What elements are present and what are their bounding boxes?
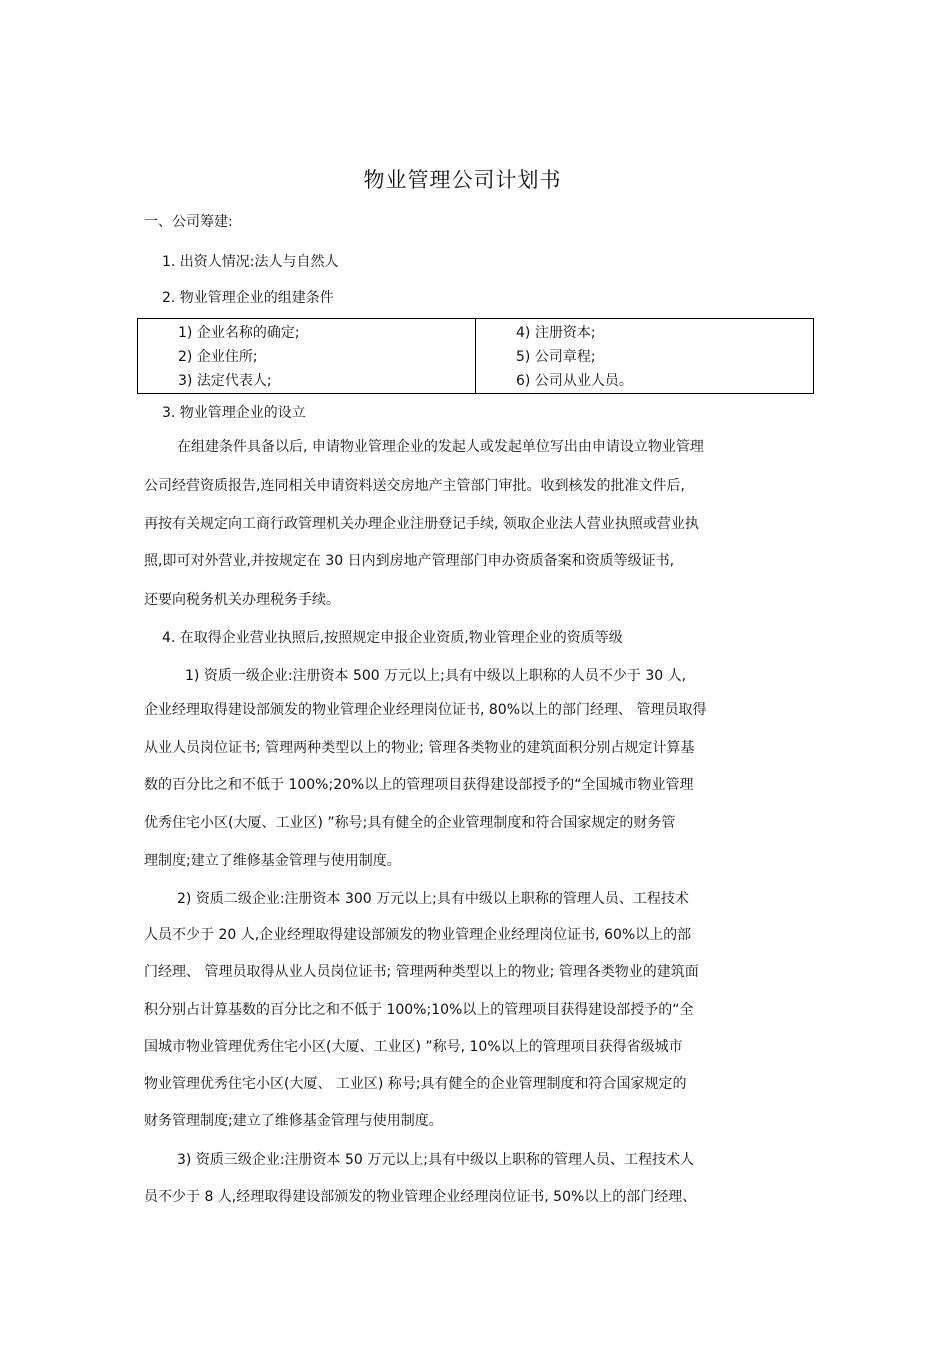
setup-line: 公司经营资质报告,连同相关申请资料送交房地产主管部门审批。收到核发的批准文件后, <box>144 478 685 494</box>
conditions-right-column <box>476 319 814 394</box>
grade-2-line: 物业管理优秀住宅小区(大厦、 工业区) 称号;具有健全的企业管理制度和符合国家规定的 <box>144 1076 687 1092</box>
condition-item: 3) 法定代表人; <box>178 373 272 389</box>
grade-1-line: 从业人员岗位证书; 管理两种类型以上的物业; 管理各类物业的建筑面积分别占规定计算基 <box>144 740 695 756</box>
grade-1-line: 数的百分比之和不低于 100%;20%以上的管理项目获得建设部授予的“全国城市物业管理 <box>144 777 694 793</box>
grade-3-line: 员不少于 8 人,经理取得建设部颁发的物业管理企业经理岗位证书, 50%以上的部门经理、 <box>144 1189 697 1205</box>
grade-2-line: 门经理、 管理员取得从业人员岗位证书; 管理两种类型以上的物业; 管理各类物业的建筑面 <box>144 964 699 980</box>
item-2-conditions-heading: 2. 物业管理企业的组建条件 <box>162 290 334 306</box>
conditions-left-column <box>138 319 476 394</box>
item-4-qualification-heading: 4. 在取得企业营业执照后,按照规定申报企业资质,物业管理企业的资质等级 <box>162 630 623 646</box>
grade-3-line: 3) 资质三级企业:注册资本 50 万元以上;具有中级以上职称的管理人员、工程技术人 <box>177 1152 694 1168</box>
page-title: 物业管理公司计划书 <box>363 168 562 192</box>
grade-1-line: 理制度;建立了维修基金管理与使用制度。 <box>144 853 401 869</box>
setup-line: 在组建条件具备以后, 申请物业管理企业的发起人或发起单位写出由申请设立物业管理 <box>177 439 704 455</box>
condition-item: 4) 注册资本; <box>516 325 596 341</box>
setup-line: 还要向税务机关办理税务手续。 <box>144 592 340 608</box>
condition-item: 6) 公司从业人员。 <box>516 373 633 389</box>
condition-item: 1) 企业名称的确定; <box>178 325 300 341</box>
grade-1-line: 企业经理取得建设部颁发的物业管理企业经理岗位证书, 80%以上的部门经理、 管理员取得 <box>144 702 707 718</box>
grade-2-line: 积分别占计算基数的百分比之和不低于 100%;10%以上的管理项目获得建设部授予的“全 <box>144 1002 694 1018</box>
grade-2-line: 国城市物业管理优秀住宅小区(大厦、工业区) ”称号, 10%以上的管理项目获得省级城市 <box>144 1039 683 1055</box>
item-1-investors: 1. 出资人情况:法人与自然人 <box>162 254 339 270</box>
condition-item: 2) 企业住所; <box>178 349 258 365</box>
grade-1-line: 优秀住宅小区(大厦、工业区) ”称号;具有健全的企业管理制度和符合国家规定的财务管 <box>144 815 676 831</box>
grade-2-line: 财务管理制度;建立了维修基金管理与使用制度。 <box>144 1113 443 1129</box>
setup-line: 再按有关规定向工商行政管理机关办理企业注册登记手续, 领取企业法人营业执照或营业执 <box>144 516 699 532</box>
condition-item: 5) 公司章程; <box>516 349 596 365</box>
grade-2-line: 人员不少于 20 人,企业经理取得建设部颁发的物业管理企业经理岗位证书, 60%以上的部 <box>144 927 692 943</box>
grade-2-line: 2) 资质二级企业:注册资本 300 万元以上;具有中级以上职称的管理人员、工程技术 <box>177 891 689 907</box>
setup-line: 照,即可对外营业,并按规定在 30 日内到房地产管理部门申办资质备案和资质等级证书, <box>144 553 675 569</box>
grade-1-line: 1) 资质一级企业:注册资本 500 万元以上;具有中级以上职称的人员不少于 30 人, <box>185 668 687 684</box>
item-3-setup-heading: 3. 物业管理企业的设立 <box>162 405 306 421</box>
conditions-table <box>137 318 814 394</box>
section-heading: 一、公司筹建: <box>144 214 233 230</box>
